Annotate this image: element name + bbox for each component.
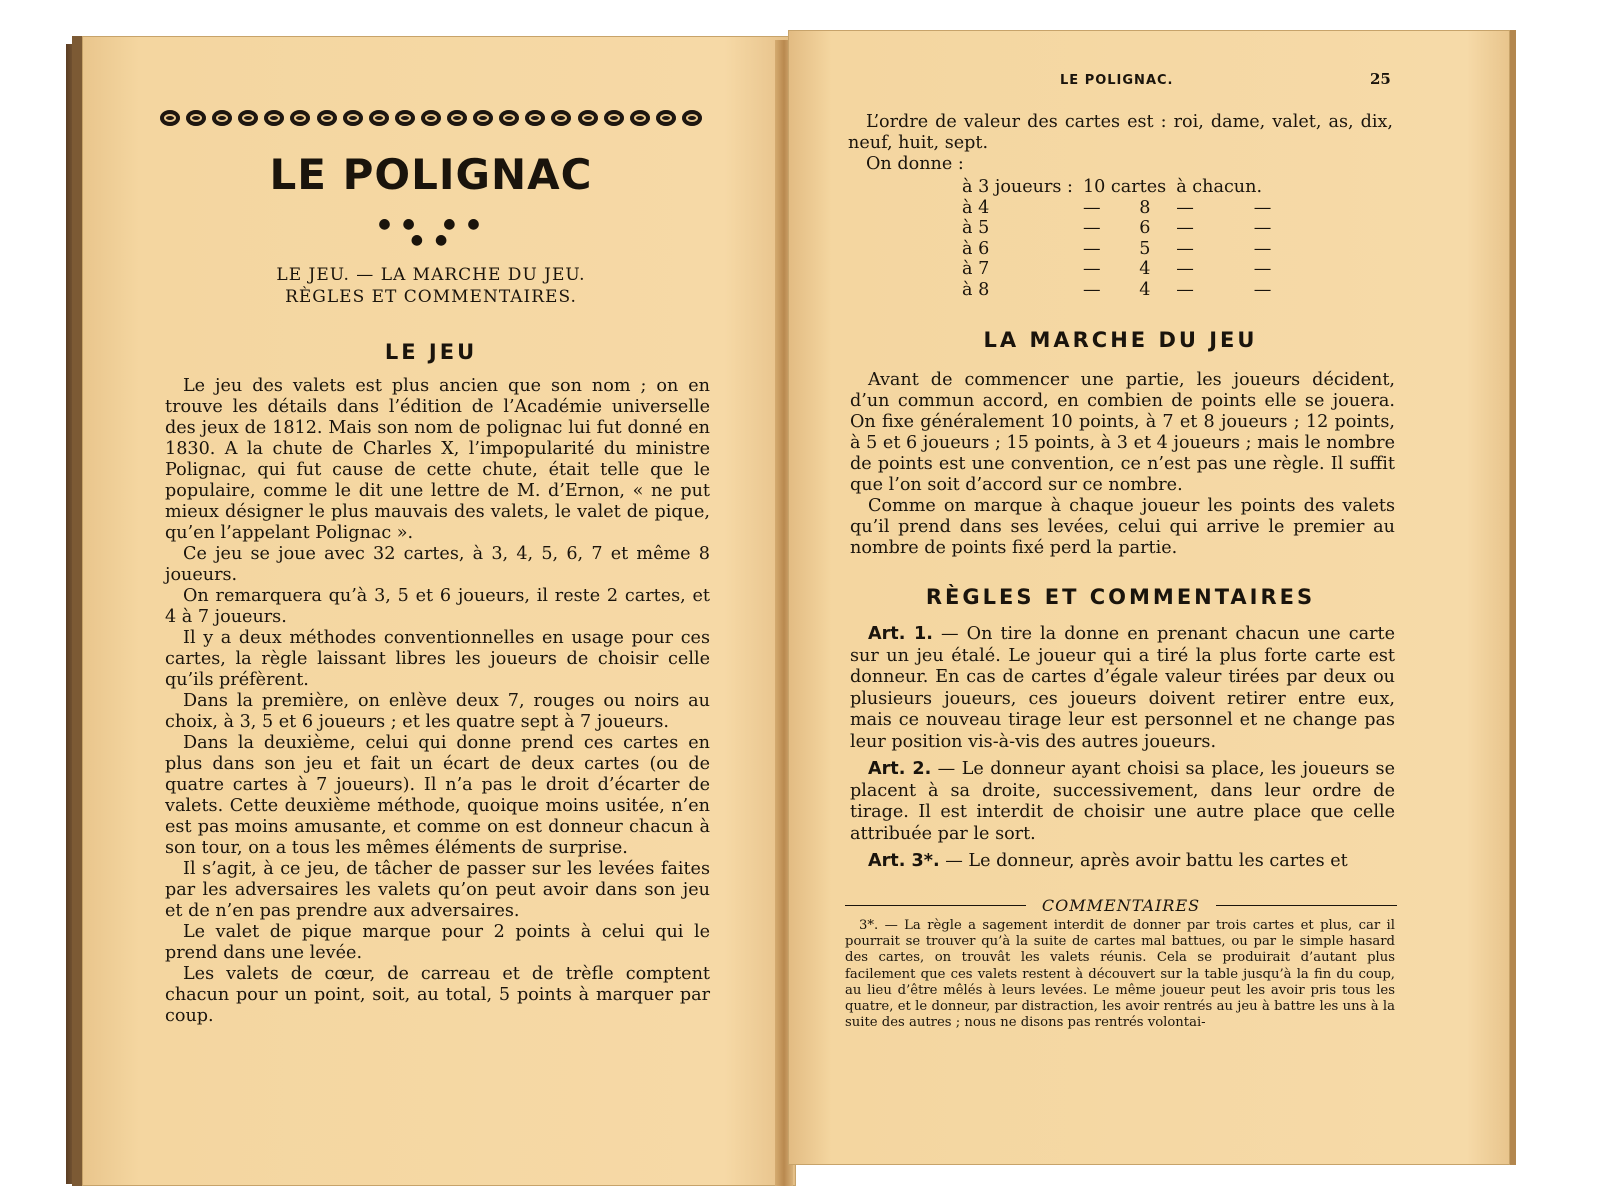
section-heading-marche: LA MARCHE DU JEU — [983, 328, 1258, 352]
deal-cell: — — [1176, 259, 1194, 279]
running-head: LE POLIGNAC. — [1060, 73, 1174, 88]
deal-cell: à 5 — [962, 218, 990, 238]
paragraph: On remarquera qu’à 3, 5 et 6 joueurs, il reste 2 cartes, et 4 à 7 joueurs. — [165, 586, 710, 627]
deal-cell: — — [1253, 218, 1272, 238]
paragraph: Il s’agit, à ce jeu, de tâcher de passer sur les levées faites par les adversaires les valets qu’on peut avoir dans son jeu et de n’en pas prendre aux adversaires. — [165, 859, 710, 921]
paragraph: Avant de commencer une partie, les joueurs décident, d’un commun accord, en combien de points elle se jouera. On fixe généralement 10 points, à 7 et 8 joueurs ; 12 points, à 5 et 6 joueurs ; 15 points, à 3 et 4 joueurs ; mais le nombre de points est une convention, ce n’est pas une règle. Il suffit que l’on soit d’accord sur ce nombre. — [850, 370, 1395, 495]
article-label: Art. 2. — [868, 759, 932, 779]
deal-intro: On donne : — [866, 154, 964, 174]
march-text — [850, 370, 1395, 559]
paragraph: Comme on marque à chaque joueur les points des valets qu’il prend dans ses levées, celui qui arrive le premier au nombre de points fixé perd la partie. — [850, 496, 1395, 558]
intro-text — [848, 112, 1393, 175]
left-body-text — [165, 376, 710, 1027]
section-heading-le-jeu: LE JEU — [384, 340, 478, 364]
deal-cell: 10 cartes — [1082, 177, 1167, 197]
deal-cell: 5 — [1139, 238, 1151, 259]
paragraph: Le jeu des valets est plus ancien que son nom ; on en trouve les détails dans l’édition de l’Académie universelle des jeux de 1812. Mais son nom de polignac lui fut donné en 1830. A la chute de Charles X, l’impopularité du ministre Polignac, qui fut cause de cette chute, était telle que le populaire, comme le dit une lettre de M. d’Ernon, « ne put mieux désigner le plus mauvais des valets, le valet de pique, qu’en l’appelant Polignac ». — [165, 376, 710, 543]
table-row — [962, 280, 1281, 301]
article-text: — On tire la donne en prenant chacun une carte sur un jeu étalé. Le joueur qui a tiré la plus forte carte est donneur. En cas de cartes d’égale valeur tirées par deux ou plusieurs joueurs, ces joueurs doivent retirer entre eux, mais ce nouveau tirage leur est personnel et ne change pas leur position vis-à-vis des autres joueurs. — [850, 624, 1396, 752]
deal-cell: — — [1082, 218, 1101, 238]
deal-cell: — — [1253, 259, 1272, 279]
article-text: — Le donneur ayant choisi sa place, les joueurs se placent à sa droite, successivement, dans leur ordre de tirage. Il est interdit de choisir une autre place que celle attribuée par le sort. — [850, 759, 1395, 844]
deal-cell: — — [1253, 279, 1272, 300]
deal-cell: 6 — [1139, 218, 1151, 238]
article-2 — [850, 759, 1395, 845]
subtitle-line-1: LE JEU. — LA MARCHE DU JEU. — [276, 265, 586, 285]
article-1 — [850, 624, 1395, 753]
deal-cell: 4 — [1139, 259, 1151, 279]
deal-cell: — — [1176, 238, 1194, 259]
table-row — [962, 239, 1281, 260]
deal-cell: à 6 — [962, 238, 990, 259]
deal-cell: — — [1082, 197, 1101, 218]
deal-cell: 4 — [1139, 279, 1151, 300]
deal-cell: à 7 — [962, 259, 990, 279]
paragraph: Dans la deuxième, celui qui donne prend ces cartes en plus dans son jeu et fait un écart de deux cartes (ou de quatre cartes à 7 joueurs). Il n’a pas le droit d’écarter de valets. Cette deuxième méthode, quoique moins usitée, n’en est pas moins amusante, et comme on est donneur chacun à son tour, on a tous les mêmes éléments de surprise. — [165, 733, 710, 858]
deal-cell: à 8 — [962, 279, 990, 300]
deal-cell: — — [1176, 218, 1194, 238]
paragraph: Il y a deux méthodes conventionnelles en usage pour ces cartes, la règle laissant libres les joueurs de choisir celle qu’ils préfèrent. — [165, 628, 710, 690]
deal-cell: — — [1253, 238, 1272, 259]
table-row — [962, 198, 1281, 219]
divider-rule — [1216, 905, 1397, 906]
article-label: Art. 1. — [868, 624, 933, 644]
deal-table — [962, 177, 1281, 300]
deal-cell: — — [1176, 279, 1194, 300]
article-3 — [850, 851, 1395, 873]
table-row — [962, 218, 1281, 239]
ornament-dots: ●● ●● ●● — [378, 216, 492, 248]
commentary-text — [845, 918, 1395, 1031]
table-row — [962, 259, 1281, 280]
paragraph: Dans la première, on enlève deux 7, rouges ou noirs au choix, à 3, 5 et 6 joueurs ; et les quatre sept à 7 joueurs. — [165, 691, 710, 732]
divider-rule — [845, 905, 1026, 906]
article-text: — Le donneur, après avoir battu les cartes et — [939, 851, 1348, 871]
deal-cell: — — [1082, 279, 1101, 300]
deal-cell: à 3 joueurs : — [962, 177, 1073, 197]
deal-cell: — — [1176, 197, 1194, 218]
paragraph: Ce jeu se joue avec 32 cartes, à 3, 4, 5, 6, 7 et même 8 joueurs. — [165, 544, 710, 585]
deal-cell: à chacun. — [1176, 177, 1263, 197]
deal-cell: — — [1082, 238, 1101, 259]
paragraph: Les valets de cœur, de carreau et de trèfle comptent chacun pour un point, soit, au total, 5 points à marquer par coup. — [165, 964, 710, 1026]
paragraph: Le valet de pique marque pour 2 points à celui qui le prend dans une levée. — [165, 922, 710, 963]
value-order-text: L’ordre de valeur des cartes est : roi, dame, valet, as, dix, neuf, huit, sept. — [848, 112, 1393, 153]
deal-cell: — — [1082, 259, 1101, 279]
deal-cell: 8 — [1139, 197, 1151, 218]
rules-articles — [850, 624, 1395, 879]
article-label: Art. 3*. — [868, 851, 940, 871]
page-title: LE POLIGNAC — [269, 150, 593, 199]
commentaires-divider — [845, 895, 1397, 915]
commentaires-label: COMMENTAIRES — [1041, 895, 1201, 915]
ornament-band — [160, 108, 702, 128]
deal-cell: — — [1253, 197, 1272, 218]
commentary-paragraph: 3*. — La règle a sagement interdit de donner par trois cartes et plus, car il pourrait se trouver qu’à la suite de cartes mal battues, ou par le simple hasard des cartes, on trouvât les valets réunis. Cela se produirait d’autant plus facilement que ces valets restent à découvert sur la table jusqu’à la fin du coup, au lieu d’être mêlés à leurs levées. Le même joueur peut les avoir pris tous les quatre, et le donneur, par distraction, les avoir rentrés au jeu à battre les uns à la suite des autres ; nous ne disons pas rentrés volontai- — [845, 918, 1395, 1031]
subtitle-line-2: RÈGLES ET COMMENTAIRES. — [285, 287, 577, 307]
section-heading-regles: RÈGLES ET COMMENTAIRES — [925, 585, 1316, 609]
deal-cell: à 4 — [962, 197, 990, 218]
table-row — [962, 177, 1281, 198]
page-number: 25 — [1370, 70, 1391, 88]
